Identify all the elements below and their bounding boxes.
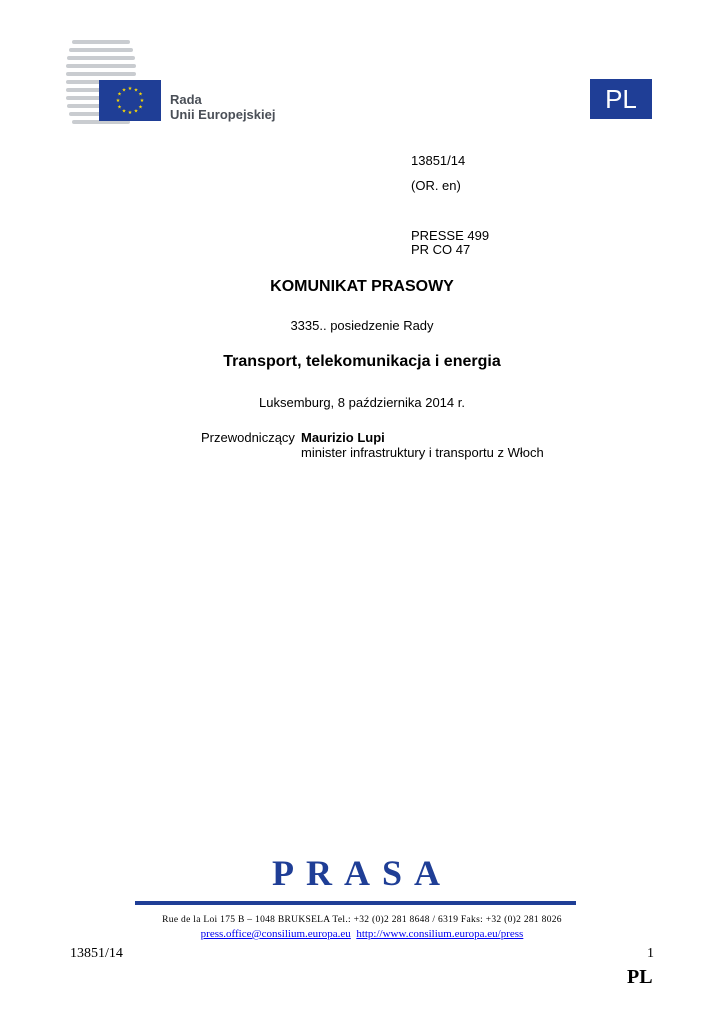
org-name-line1: Rada — [170, 92, 202, 107]
press-links — [0, 928, 724, 940]
prco-number: PR CO 47 — [411, 242, 471, 257]
svg-text:★: ★ — [121, 87, 127, 94]
press-address: Rue de la Loi 175 B – 1048 BRUKSELA Tel.: +32 (0)2 281 8648 / 6319 Faks: +32 (0)2 281 8026 — [162, 915, 562, 925]
press-heading: PRASA — [271, 853, 452, 893]
place-date: Luksemburg, 8 października 2014 r. — [259, 395, 465, 410]
footer-page-number: 1 — [647, 946, 654, 961]
press-website-link[interactable]: http://www.consilium.europa.eu/press — [356, 928, 524, 940]
presse-number: PRESSE 499 — [411, 228, 490, 243]
svg-text:★: ★ — [115, 98, 121, 104]
svg-text:★: ★ — [133, 87, 139, 94]
footer-language: PL — [627, 966, 653, 988]
svg-text:★: ★ — [117, 91, 122, 98]
council-configuration: Transport, telekomunikacja i energia — [223, 353, 501, 370]
language-badge: PL — [590, 79, 652, 119]
original-language: (OR. en) — [411, 178, 461, 193]
organisation-name — [170, 92, 275, 122]
eu-flag-icon — [99, 80, 161, 121]
svg-text:★: ★ — [117, 104, 122, 111]
chair-label: Przewodniczący — [201, 430, 295, 445]
org-name-line2: Unii Europejskiej — [170, 107, 276, 122]
press-email-link[interactable]: press.office@consilium.europa.eu — [200, 928, 351, 940]
svg-text:★: ★ — [127, 86, 133, 92]
svg-text:★: ★ — [121, 108, 127, 115]
session-number: 3335.. posiedzenie Rady — [290, 318, 434, 333]
document-number: 13851/14 — [411, 153, 466, 168]
chair-role: minister infrastruktury i transportu z Włoch — [301, 445, 544, 460]
svg-text:★: ★ — [139, 98, 145, 104]
svg-text:★: ★ — [127, 110, 133, 116]
footer-document-number: 13851/14 — [70, 946, 123, 961]
chair-name: Maurizio Lupi — [301, 430, 385, 445]
press-divider — [135, 901, 576, 905]
svg-text:★: ★ — [138, 104, 143, 111]
svg-text:★: ★ — [138, 91, 143, 98]
svg-text:★: ★ — [133, 108, 139, 115]
page-title: KOMUNIKAT PRASOWY — [270, 278, 454, 295]
